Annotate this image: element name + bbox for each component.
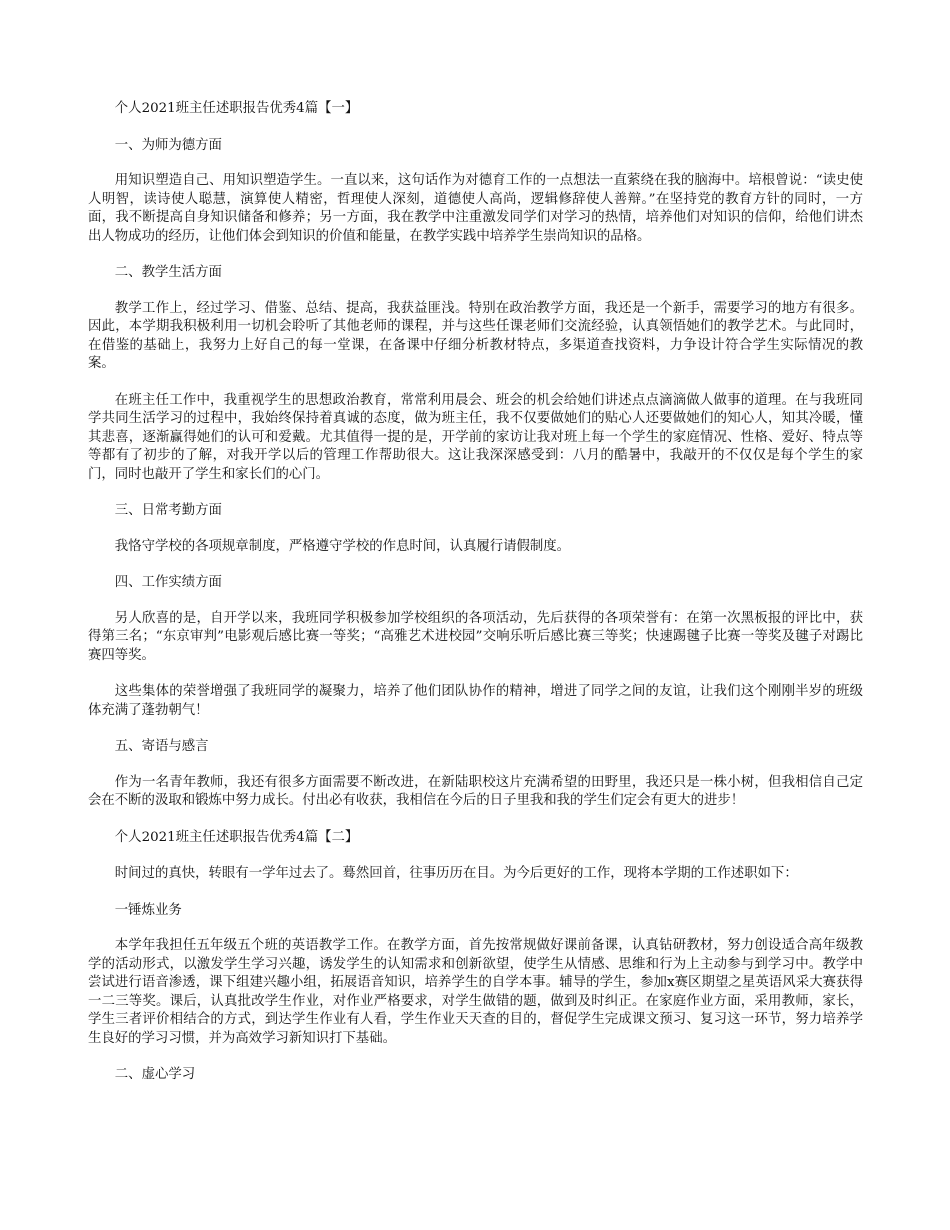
- paragraph: 这些集体的荣誉增强了我班同学的凝聚力，培养了他们团队协作的精神，增进了同学之间的友谊，让我们这个刚刚半岁的班级体充满了蓬勃朝气！: [88, 684, 863, 718]
- section-heading: 三、日常考勤方面: [114, 503, 222, 518]
- section-heading: 四、工作实绩方面: [114, 575, 222, 590]
- section-title: 个人2021班主任述职报告优秀4篇【一】: [114, 101, 359, 116]
- paragraph: 另人欣喜的是，自开学以来，我班同学积极参加学校组织的各项活动，先后获得的各项荣誉有：在第一次黑板报的评比中，获得第三名；“东京审判”电影观后感比赛一等奖；“高雅艺术进校园”交响乐听后感比赛三等奖；快速踢毽子比赛一等奖及毽子对踢比赛四等奖。: [88, 610, 863, 663]
- paragraph: 我恪守学校的各项规章制度，严格遵守学校的作息时间，认真履行请假制度。: [114, 538, 571, 554]
- section-heading: 二、虚心学习: [114, 1067, 196, 1082]
- paragraph: 教学工作上，经过学习、借鉴、总结、提高，我获益匪浅。特别在政治教学方面，我还是一个新手，需要学习的地方有很多。因此，本学期我积极利用一切机会聆听了其他老师的课程，并与这些任课老师们交流经验，认真领悟她们的教学艺术。与此同时，在借鉴的基础上，我努力上好自己的每一堂课，在备课中仔细分析教材特点，多渠道查找资料，力争设计符合学生实际情况的教案。: [88, 300, 863, 371]
- section-heading: 五、寄语与感言: [114, 739, 209, 754]
- paragraph: 时间过的真快，转眼有一学年过去了。蓦然回首，往事历历在目。为今后更好的工作，现将本学期的工作述职如下：: [114, 866, 798, 881]
- section-heading: 一锤炼业务: [114, 902, 182, 918]
- document-page: [88, 100, 863, 1085]
- paragraph: 本学年我担任五年级五个班的英语教学工作。在教学方面，首先按常规做好课前备课，认真钻研教材，努力创设适合高年级教学的活动形式，以激发学生学习兴趣，诱发学生的认知需求和创新欲望，使学生从情感、思维和行为上主动参与到学习中。教学中尝试进行语音渗透，课下组建兴趣小组，拓展语音知识，培养学生的自学本事。辅导的学生，参加x赛区期望之星英语风采大赛获得一二三等奖。课后，认真批改学生作业，对作业严格要求，对学生做错的题，做到及时纠正。在家庭作业方面，采用教师，家长，学生三者评价相结合的方式，到达学生作业有人看，学生作业天天查的目的，督促学生完成课文预习、复习这一环节，努力培养学生良好的学习习惯，并为高效学习新知识打下基础。: [88, 938, 863, 1046]
- section-heading: 二、教学生活方面: [114, 265, 222, 280]
- section-title: 个人2021班主任述职报告优秀4篇【二】: [114, 829, 359, 845]
- paragraph: 用知识塑造自己、用知识塑造学生。一直以来，这句话作为对德育工作的一点想法一直萦绕在我的脑海中。培根曾说：“读史使人明智，读诗使人聪慧，演算使人精密，哲理使人深刻，道德使人高尚，逻辑修辞使人善辩。”在坚持党的教育方针的同时，一方面，我不断提高自身知识储备和修养；另一方面，我在教学中注重激发同学们对学习的热情，培养他们对知识的信仰，给他们讲杰出人物成功的经历，让他们体会到知识的价值和能量，在教学实践中培养学生崇尚知识的品格。: [88, 173, 863, 244]
- section-heading: 一、为师为德方面: [114, 137, 222, 153]
- paragraph: 作为一名青年教师，我还有很多方面需要不断改进，在新陆职校这片充满希望的田野里，我还只是一株小树，但我相信自己定会在不断的汲取和锻炼中努力成长。付出必有收获，我相信在今后的日子里我和我的学生们定会有更大的进步！: [88, 774, 863, 808]
- paragraph: 在班主任工作中，我重视学生的思想政治教育，常常利用晨会、班会的机会给她们讲述点点滴滴做人做事的道理。在与我班同学共同生活学习的过程中，我始终保持着真诚的态度，做为班主任，我不仅要做她们的贴心人还要做她们的知心人，知其冷暖，懂其悲喜，逐渐赢得她们的认可和爱戴。尤其值得一提的是，开学前的家访让我对班上每一个学生的家庭情况、性格、爱好、特点等等都有了初步的了解，对我开学以后的管理工作帮助很大。这让我深深感受到：八月的酷暑中，我敲开的不仅仅是每个学生的家门，同时也敲开了学生和家长们的心门。: [88, 392, 863, 482]
